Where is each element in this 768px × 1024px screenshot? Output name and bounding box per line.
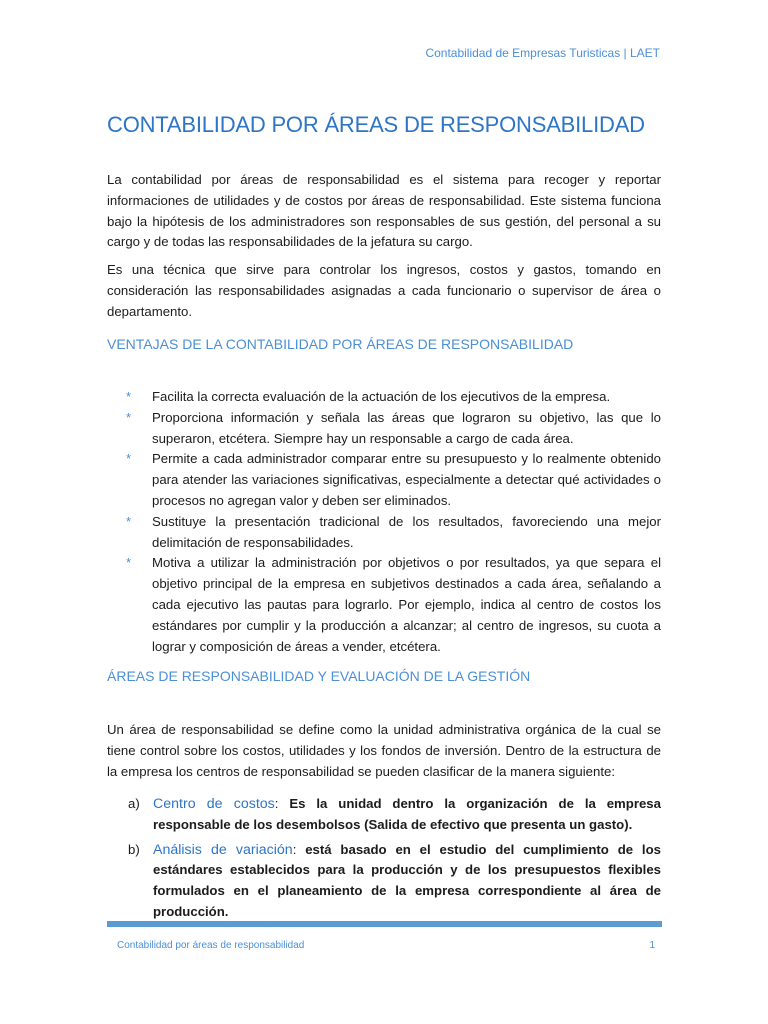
list-item-text: Proporciona información y señala las áreas que lograron su objetivo, las que lo superaron, etcétera. Siempre hay un responsable a cargo de cada área. <box>152 409 661 446</box>
list-item <box>126 387 661 408</box>
list-item <box>126 449 661 511</box>
page-footer: Contabilidad por áreas de responsabilidad <box>117 940 305 951</box>
ventajas-list <box>126 387 661 657</box>
page-number: 1 <box>649 940 655 951</box>
item-term: Análisis de variación <box>153 841 293 858</box>
paragraph-text: Un área de responsabilidad se define como la unidad administrativa orgánica de la cual se tiene control sobre los costos, utilidades y los fondos de inversión. Dentro de la estructura de la empresa los centros de responsabilidad se pueden clasificar de la manera siguiente: <box>107 722 661 779</box>
areas-intro-paragraph <box>107 720 661 782</box>
list-item <box>128 794 661 836</box>
responsibility-centers-list <box>128 794 661 927</box>
asterisk-bullet-icon: * <box>126 389 132 404</box>
list-item <box>126 553 661 657</box>
asterisk-bullet-icon: * <box>126 513 132 529</box>
list-item <box>126 512 661 554</box>
page-title: CONTABILIDAD POR ÁREAS DE RESPONSABILIDAD <box>107 112 645 137</box>
item-description: Es la unidad dentro la organización de la empresa responsable de los desembolsos (Salida de efectivo que presenta un gasto). <box>153 796 661 832</box>
intro-paragraph-2 <box>107 260 661 322</box>
list-item-text: Sustituye la presentación tradicional de los resultados, favoreciendo una mejor delimitación de responsabilidades. <box>152 513 661 550</box>
asterisk-bullet-icon: * <box>126 451 132 467</box>
list-item <box>128 840 661 923</box>
list-marker: b) <box>128 841 140 857</box>
item-description: está basado en el estudio del cumplimiento de los estándares establecidos para la producción y de los presupuestos flexibles formulados en el planeamiento de la empresa correspondiente al área de producción. <box>153 841 661 919</box>
asterisk-bullet-icon: * <box>126 555 132 571</box>
intro-paragraph-1 <box>107 170 661 253</box>
footer-rule <box>107 921 662 927</box>
list-item-text: Facilita la correcta evaluación de la actuación de los ejecutivos de la empresa. <box>152 389 611 404</box>
list-item-text: Permite a cada administrador comparar entre su presupuesto y lo realmente obtenido para atender las variaciones significativas, especialmente a detectar qué actividades o procesos no agregan valor y deben ser eliminados. <box>152 451 661 508</box>
list-item-text: Motiva a utilizar la administración por objetivos o por resultados, ya que separa el objetivo principal de la empresa en subjetivos destinados a cada área, señalando a cada ejecutivo las pautas para lograrlo. Por ejemplo, indica al centro de costos los estándares por cumplir y la producción a alcanzar; al centro de ingresos, su cuota a lograr y composición de áreas a vender, etcétera. <box>152 555 661 654</box>
list-marker: a) <box>128 796 140 811</box>
paragraph-text: La contabilidad por áreas de responsabilidad es el sistema para recoger y reportar informaciones de utilidades y de costos por áreas de responsabilidad. Este sistema funciona bajo la hipótesis de los administradores son responsables de sus gestión, del personal a su cargo y de todas las responsabilidades de la jefatura su cargo. <box>107 172 661 250</box>
section-heading-areas: ÁREAS DE RESPONSABILIDAD Y EVALUACIÓN DE LA GESTIÓN <box>107 668 531 684</box>
paragraph-text: Es una técnica que sirve para controlar los ingresos, costos y gastos, tomando en consideración las responsabilidades asignadas a cada funcionario o supervisor de área o departamento. <box>107 262 661 319</box>
item-separator: : <box>292 841 297 857</box>
list-item <box>126 408 661 450</box>
item-term: Centro de costos <box>153 796 275 812</box>
section-heading-ventajas: VENTAJAS DE LA CONTABILIDAD POR ÁREAS DE RESPONSABILIDAD <box>107 336 574 352</box>
page-header: Contabilidad de Empresas Turisticas | LAET <box>425 46 660 60</box>
asterisk-bullet-icon: * <box>126 409 132 425</box>
item-separator: : <box>274 796 279 811</box>
